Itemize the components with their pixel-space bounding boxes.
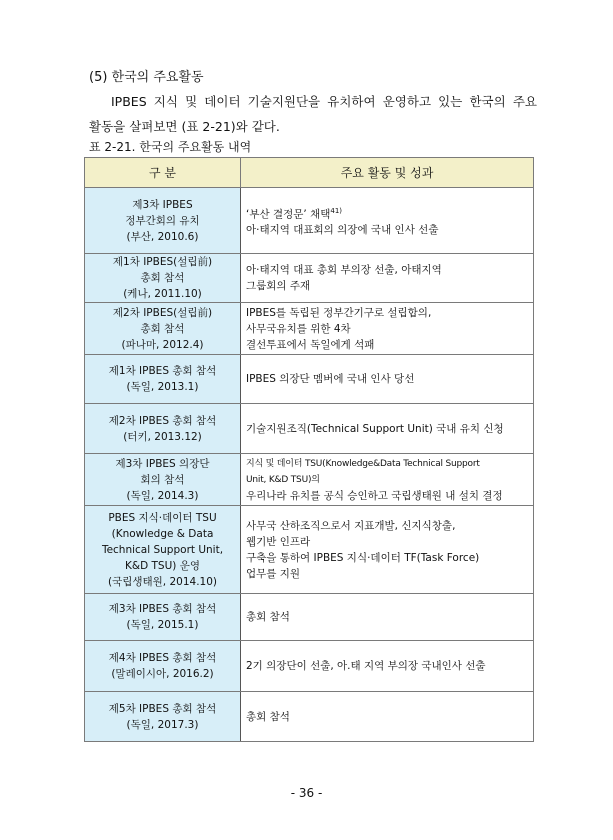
table-row [85, 404, 534, 454]
paragraph-line: IPBES 지식 및 데이터 기술지원단을 유치하여 운영하고 있는 한국의 주요 [111, 94, 537, 109]
activity-line [246, 203, 533, 223]
table-row [85, 454, 534, 506]
row-category [85, 594, 241, 641]
row-activity [241, 692, 534, 742]
category-line: 제4차 IPBES 총회 참석 [108, 652, 217, 664]
category-line: 정부간회의 유치 [125, 214, 200, 227]
activity-line: 사무국 산하조직으로서 지표개발, 신지식창출, [246, 519, 456, 532]
table-row [85, 641, 534, 692]
category-line: (독일, 2014.3) [126, 489, 199, 502]
table-row [85, 692, 534, 742]
category-line: K&D TSU) 운영 [125, 559, 200, 572]
activity-line: 2기 의장단이 선출, 아.태 지역 부의장 국내인사 선출 [246, 660, 486, 672]
table-row [85, 355, 534, 404]
activity-line: 업무를 지원 [246, 567, 301, 580]
category-line: 제3차 IPBES [132, 198, 193, 211]
row-category [85, 692, 241, 742]
activity-line: IPBES를 독립된 정부간기구로 설립합의, [246, 306, 432, 319]
page-number: - 36 - [290, 786, 323, 800]
category-line: (독일, 2013.1) [126, 381, 199, 393]
row-activity [241, 303, 534, 355]
category-line: PBES 지식·데이터 TSU [108, 511, 217, 524]
section-heading: (5) 한국의 주요활동 [89, 70, 204, 85]
footnote-ref: 41) [330, 206, 342, 215]
category-line: Technical Support Unit, [101, 543, 224, 556]
category-line: (터키, 2013.12) [123, 430, 202, 443]
row-activity [241, 594, 534, 641]
category-line: (국립생태원, 2014.10) [107, 575, 217, 588]
table-row [85, 188, 534, 254]
activity-line: Unit, K&D TSU)의 [246, 474, 320, 485]
category-line: 총회 참석 [140, 272, 185, 284]
category-line: (부산, 2010.6) [126, 230, 199, 243]
activity-line: 아·태지역 대표 총회 부의장 선출, 아태지역 [246, 264, 442, 276]
category-line: 제2차 IPBES(설립前) [112, 306, 213, 319]
row-activity [241, 355, 534, 404]
row-category [85, 641, 241, 692]
table-caption: 표 2-21. 한국의 주요활동 내역 [89, 140, 252, 154]
category-line: 제1차 IPBES(설립前) [112, 256, 213, 268]
category-line: 회의 참석 [140, 473, 185, 486]
category-line: 제2차 IPBES 총회 참석 [108, 414, 217, 427]
category-line: (독일, 2015.1) [126, 619, 199, 631]
row-activity [241, 641, 534, 692]
row-activity [241, 506, 534, 594]
activity-line: 구축을 통하여 IPBES 지식·데이터 TF(Task Force) [246, 551, 480, 564]
table-row [85, 506, 534, 594]
activity-line: IPBES 의장단 멤버에 국내 인사 당선 [246, 373, 415, 385]
row-category [85, 355, 241, 404]
activity-line: 그룹회의 주재 [246, 280, 311, 292]
activity-text: ‘부산 결정문’ 채택 [246, 208, 331, 221]
table-row [85, 303, 534, 355]
row-category [85, 506, 241, 594]
category-line: (말레이시아, 2016.2) [111, 668, 214, 680]
row-activity [241, 188, 534, 254]
category-line: 제5차 IPBES 총회 참석 [108, 702, 217, 715]
row-activity [241, 454, 534, 506]
category-line: 제3차 IPBES 총회 참석 [108, 603, 217, 615]
category-line: (케나, 2011.10) [123, 288, 202, 300]
activity-line: 지식 및 데이터 TSU(Knowledge&Data Technical Support [246, 458, 480, 469]
activity-line: 사무국유치를 위한 4차 [246, 322, 351, 335]
category-line: 제3차 IPBES 의장단 [115, 457, 210, 470]
paragraph-line: 활동을 살펴보면 (표 2-21)와 같다. [89, 119, 280, 134]
activity-line: 총회 참석 [246, 611, 290, 623]
activity-line: 아·태지역 대표회의 의장에 국내 인사 선출 [246, 224, 439, 237]
category-line: 총회 참석 [140, 322, 185, 335]
table-header-row [85, 158, 534, 188]
activity-line: 웹기반 인프라 [246, 535, 311, 548]
row-category [85, 454, 241, 506]
table-row [85, 594, 534, 641]
activity-line: 총회 참석 [246, 710, 290, 723]
category-line: 제1차 IPBES 총회 참석 [108, 365, 217, 377]
row-category [85, 404, 241, 454]
row-category [85, 303, 241, 355]
row-category [85, 188, 241, 254]
activities-table [84, 157, 534, 742]
activity-line: 기술지원조직(Technical Support Unit) 국내 유치 신청 [246, 422, 504, 435]
body-paragraph [89, 89, 537, 139]
category-line: (Knowledge & Data [111, 527, 214, 540]
header-activities: 주요 활동 및 성과 [241, 158, 534, 188]
activity-line: 결선투표에서 독일에게 석패 [246, 338, 375, 351]
category-line: (독일, 2017.3) [126, 718, 199, 731]
table-row [85, 254, 534, 303]
header-category: 구 분 [85, 158, 241, 188]
row-category [85, 254, 241, 303]
row-activity [241, 404, 534, 454]
category-line: (파나마, 2012.4) [121, 338, 204, 351]
row-activity [241, 254, 534, 303]
activity-line: 우리나라 유치를 공식 승인하고 국립생태원 내 설치 결정 [246, 489, 503, 502]
